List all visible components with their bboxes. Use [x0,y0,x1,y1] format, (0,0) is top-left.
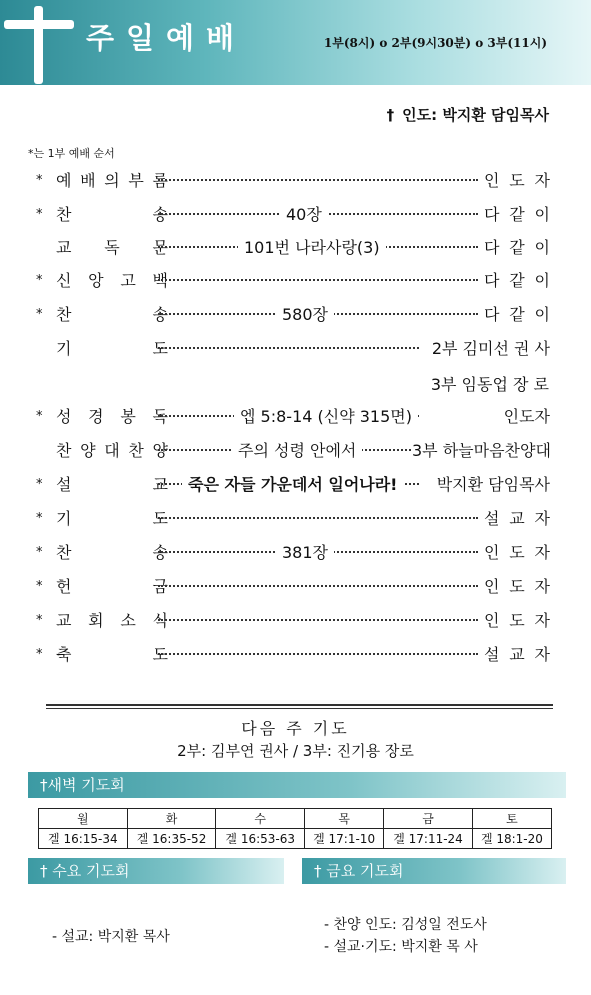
order-label: 기 도 [56,339,168,358]
order-row [36,404,550,438]
leader-dots [158,653,478,655]
divider-thin [46,708,553,709]
table-header-row [39,809,552,829]
divider [46,704,553,706]
friday-prayer-header: † 금요 기도회 [302,858,566,884]
order-label: 찬 송 [56,205,168,224]
friday-worship-leader: - 찬양 인도: 김성일 전도사 [324,917,487,933]
order-row [36,202,550,236]
order-label: 찬 양 대 찬 양 [56,441,168,460]
required-mark: * [36,173,43,188]
required-mark: * [36,307,43,322]
order-person: 인 도 자 [484,574,550,597]
day-cell: 화 [127,809,216,829]
order-person: 인 도 자 [484,608,550,631]
leader-dots [158,619,478,621]
order-person: 2부 김미선 권 사 [420,336,550,359]
order-row [36,336,550,370]
order-person: 설 교 자 [484,506,550,529]
order-detail: 엡 5:8-14 (신약 315면) [234,404,418,427]
day-cell: 금 [384,809,473,829]
required-mark: * [36,647,43,662]
required-mark: * [36,511,43,526]
order-detail: 580장 [276,302,334,325]
order-detail: 40장 [280,202,328,225]
required-mark: * [36,207,43,222]
leader-dots [158,279,478,281]
order-note: *는 1부 예배 순서 [28,147,115,160]
order-label: 헌 금 [56,577,168,596]
required-mark: * [36,545,43,560]
order-person: 3부 하늘마음찬양대 [412,438,550,461]
order-row [36,642,550,676]
order-person: 설 교 자 [484,642,550,665]
order-detail: 주의 성령 안에서 [232,438,362,461]
day-cell: 토 [472,809,551,829]
table-row [39,829,552,849]
reading-cell: 겔 17:11-24 [384,829,473,849]
next-week-prayer-title: 다음 주 기도 [241,719,350,738]
order-row [36,302,550,336]
leader-dots [158,585,478,587]
required-mark: * [36,409,43,424]
day-cell: 수 [216,809,305,829]
reading-cell: 겔 16:53-63 [216,829,305,849]
order-person: 인 도 자 [484,168,550,191]
day-cell: 월 [39,809,128,829]
order-label: 교 독 문 [56,238,168,257]
order-label: 예 배 의 부 름 [56,171,168,190]
order-row [36,506,550,540]
order-label: 설 교 [56,475,168,494]
cross-icon [34,6,43,84]
next-week-prayer-body: 2부: 김부연 권사 / 3부: 진기용 장로 [177,742,414,760]
friday-preacher: - 설교·기도: 박지환 목 사 [324,939,478,955]
reading-cell: 겔 16:15-34 [39,829,128,849]
leader-dots [158,179,478,181]
order-row [36,268,550,302]
order-person: 다 같 이 [484,268,550,291]
wednesday-preacher: - 설교: 박지환 목사 [52,929,170,945]
order-row [36,540,550,574]
required-mark: * [36,273,43,288]
cross-mark-icon: † [386,106,395,124]
order-row [36,235,550,269]
order-detail: 101번 나라사랑(3) [238,235,386,258]
day-cell: 목 [305,809,384,829]
required-mark: * [36,579,43,594]
order-label: 찬 송 [56,543,168,562]
order-row [36,608,550,642]
order-person: 인도자 [420,404,550,427]
order-label: 성 경 봉 독 [56,407,168,426]
order-label: 찬 송 [56,305,168,324]
prayer-third-service: 3부 임동업 장 로 [430,375,549,394]
page-title: 주일예배 [86,21,247,55]
service-leader [387,104,549,125]
order-row [36,438,550,472]
dawn-prayer-header: †새벽 기도회 [28,772,566,798]
order-label: 축 도 [56,645,168,664]
order-row [36,168,550,202]
order-person: 다 같 이 [484,202,550,225]
order-person: 다 같 이 [484,302,550,325]
required-mark: * [36,477,43,492]
order-label: 교 회 소 식 [56,611,168,630]
order-row [36,574,550,608]
order-detail: 죽은 자들 가운데서 일어나라! [182,472,403,495]
order-label: 기 도 [56,509,168,528]
order-detail: 381장 [276,540,334,563]
reading-cell: 겔 16:35-52 [127,829,216,849]
order-person: 박지환 담임목사 [420,472,550,495]
order-person: 인 도 자 [484,540,550,563]
reading-cell: 겔 18:1-20 [472,829,551,849]
leader-dots [158,517,478,519]
service-schedule: 1부(8시) o 2부(9시30분) o 3부(11시) [323,36,547,50]
reading-cell: 겔 17:1-10 [305,829,384,849]
header-banner [0,0,591,85]
dawn-prayer-table [38,808,552,849]
required-mark: * [36,613,43,628]
cross-icon-bar [4,20,74,29]
service-leader-text: 인도: 박지환 담임목사 [402,106,549,124]
wednesday-prayer-header: † 수요 기도회 [28,858,284,884]
order-person: 다 같 이 [484,235,550,258]
order-row [36,472,550,506]
order-label: 신 앙 고 백 [56,271,168,290]
